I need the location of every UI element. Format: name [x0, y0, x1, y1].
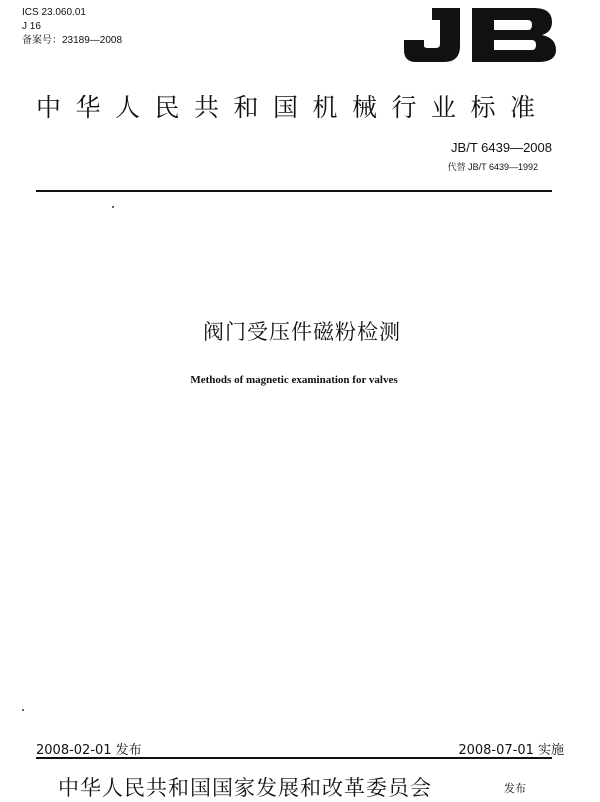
scan-speck	[112, 206, 114, 208]
header-divider	[36, 190, 552, 192]
publish-label: 发布	[504, 782, 526, 795]
implementation-date: 2008-07-01 实施	[458, 743, 564, 758]
document-title-english: Methods of magnetic examination for valves	[190, 374, 398, 386]
publisher-name: 中华人民共和国国家发展和改革委员会	[58, 776, 432, 800]
document-metadata	[22, 6, 122, 48]
replaced-standard: 代替 JB/T 6439—1992	[447, 162, 538, 172]
jb-logo	[402, 6, 562, 66]
classification-code: J 16	[22, 21, 41, 32]
filing-number: 备案号：23189—2008	[22, 35, 123, 46]
standard-number: JB/T 6439—2008	[451, 140, 552, 155]
jb-logo-letter-b	[472, 8, 556, 62]
ics-code: ICS 23.060.01	[22, 7, 86, 18]
footer-divider	[36, 757, 552, 759]
scan-speck	[22, 709, 24, 711]
standard-type-title: 中华人民共和国机械行业标准	[36, 93, 550, 122]
jb-logo-letter-j	[404, 8, 460, 62]
document-title-chinese: 阀门受压件磁粉检测	[203, 320, 401, 344]
issue-date: 2008-02-01 发布	[36, 743, 142, 758]
